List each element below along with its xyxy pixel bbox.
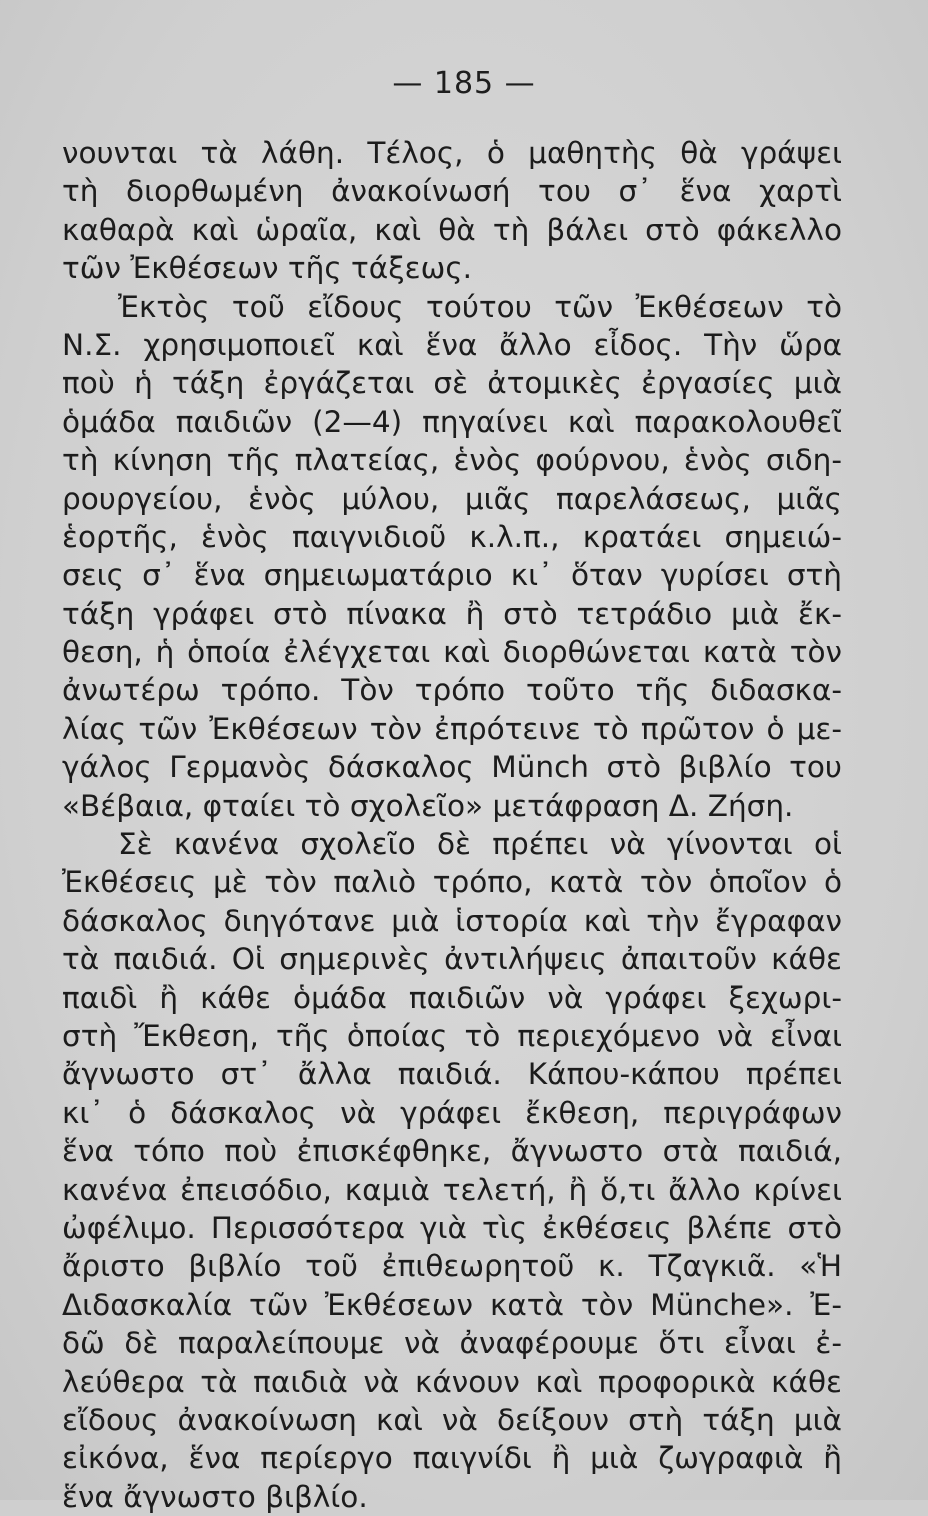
text-line: Ν.Σ. χρησιμοποιεῖ καὶ ἕνα ἄλλο εἶδος. Τὴν ὥρα xyxy=(62,327,842,362)
text-line: ἄριστο βιβλίο τοῦ ἐπιθεωρητοῦ κ. Τζαγκιᾶ. «Ἡ xyxy=(62,1249,842,1284)
text-line: εἰκόνα, ἕνα περίεργο παιγνίδι ἢ μιὰ ζωγραφιὰ ἢ xyxy=(62,1441,842,1476)
text-line: κι᾽ ὁ δάσκαλος νὰ γράφει ἔκθεση, περιγράφων xyxy=(62,1095,842,1130)
text-line: ὠφέλιμο. Περισσότερα γιὰ τὶς ἐκθέσεις βλέπε στὸ xyxy=(62,1210,842,1245)
text-line: Διδασκαλία τῶν Ἐκθέσεων κατὰ τὸν Münche». Ἐ- xyxy=(62,1287,842,1322)
text-line: ἕνα τόπο ποὺ ἐπισκέφθηκε, ἄγνωστο στὰ παιδιά, xyxy=(62,1134,842,1169)
page-number: — 185 — xyxy=(392,66,536,101)
text-line: Ἐκτὸς τοῦ εἴδους τούτου τῶν Ἐκθέσεων τὸ xyxy=(118,289,842,324)
text-line: γάλος Γερμανὸς δάσκαλος Münch στὸ βιβλίο του xyxy=(62,750,842,785)
text-line: λεύθερα τὰ παιδιὰ νὰ κάνουν καὶ προφορικὰ κάθε xyxy=(62,1364,842,1399)
text-line: ἀνωτέρω τρόπο. Τὸν τρόπο τοῦτο τῆς διδασκα- xyxy=(62,673,842,708)
text-line: δάσκαλος διηγότανε μιὰ ἱστορία καὶ τὴν ἔγραφαν xyxy=(62,903,842,938)
text-line: παιδὶ ἢ κάθε ὁμάδα παιδιῶν νὰ γράφει ξεχωρι- xyxy=(62,980,842,1015)
text-line: νουνται τὰ λάθη. Τέλος, ὁ μαθητὴς θὰ γράψει xyxy=(62,136,842,170)
text-line: «Βέβαια, φταίει τὸ σχολεῖο» μετάφραση Δ. Ζήση. xyxy=(62,788,794,823)
text-line: θεση, ἡ ὁποία ἐλέγχεται καὶ διορθώνεται κατὰ τὸν xyxy=(62,635,842,670)
text-line: δῶ δὲ παραλείπουμε νὰ ἀναφέρουμε ὅτι εἶναι ἐ- xyxy=(62,1326,842,1361)
text-line: σεις σ᾽ ἕνα σημειωματάριο κι᾽ ὅταν γυρίσει στὴ xyxy=(62,558,842,593)
text-line: ἑορτῆς, ἑνὸς παιγνιδιοῦ κ.λ.π., κρατάει σημειώ- xyxy=(62,519,842,554)
body-text xyxy=(62,134,842,1516)
text-line: κανένα ἐπεισόδιο, καμιὰ τελετή, ἢ ὅ,τι ἄλλο κρίνει xyxy=(62,1172,842,1207)
text-line: ἕνα ἄγνωστο βιβλίο. xyxy=(62,1479,368,1514)
text-line: ἄγνωστο στ᾽ ἄλλα παιδιά. Κάπου-κάπου πρέπει xyxy=(62,1057,842,1092)
text-line: τῶν Ἐκθέσεων τῆς τάξεως. xyxy=(62,251,473,286)
text-line: καθαρὰ καὶ ὡραῖα, καὶ θὰ τὴ βάλει στὸ φάκελλο xyxy=(62,212,842,247)
text-line: στὴ Ἔκθεση, τῆς ὁποίας τὸ περιεχόμενο νὰ εἶναι xyxy=(62,1018,842,1053)
text-line: ποὺ ἡ τάξη ἐργάζεται σὲ ἀτομικὲς ἐργασίες μιὰ xyxy=(62,366,842,401)
text-line: Σὲ κανένα σχολεῖο δὲ πρέπει νὰ γίνονται οἱ xyxy=(118,827,842,862)
text-line: τὰ παιδιά. Οἱ σημερινὲς ἀντιλήψεις ἀπαιτοῦν κάθε xyxy=(62,942,842,977)
text-line: εἴδους ἀνακοίνωση καὶ νὰ δείξουν στὴ τάξη μιὰ xyxy=(62,1402,842,1437)
text-line: τάξη γράφει στὸ πίνακα ἢ στὸ τετράδιο μιὰ ἔκ- xyxy=(62,596,842,631)
text-line: Ἐκθέσεις μὲ τὸν παλιὸ τρόπο, κατὰ τὸν ὁποῖον ὁ xyxy=(62,865,842,900)
text-line: λίας τῶν Ἐκθέσεων τὸν ἐπρότεινε τὸ πρῶτον ὁ με- xyxy=(62,711,842,746)
text-line: ὁμάδα παιδιῶν (2—4) πηγαίνει καὶ παρακολουθεῖ xyxy=(62,404,842,439)
text-line: ρουργείου, ἑνὸς μύλου, μιᾶς παρελάσεως, μιᾶς xyxy=(62,481,842,516)
text-line: τὴ κίνηση τῆς πλατείας, ἑνὸς φούρνου, ἑνὸς σιδη- xyxy=(62,443,842,478)
text-line: τὴ διορθωμένη ἀνακοίνωσή του σ᾽ ἕνα χαρτὶ xyxy=(62,174,842,209)
